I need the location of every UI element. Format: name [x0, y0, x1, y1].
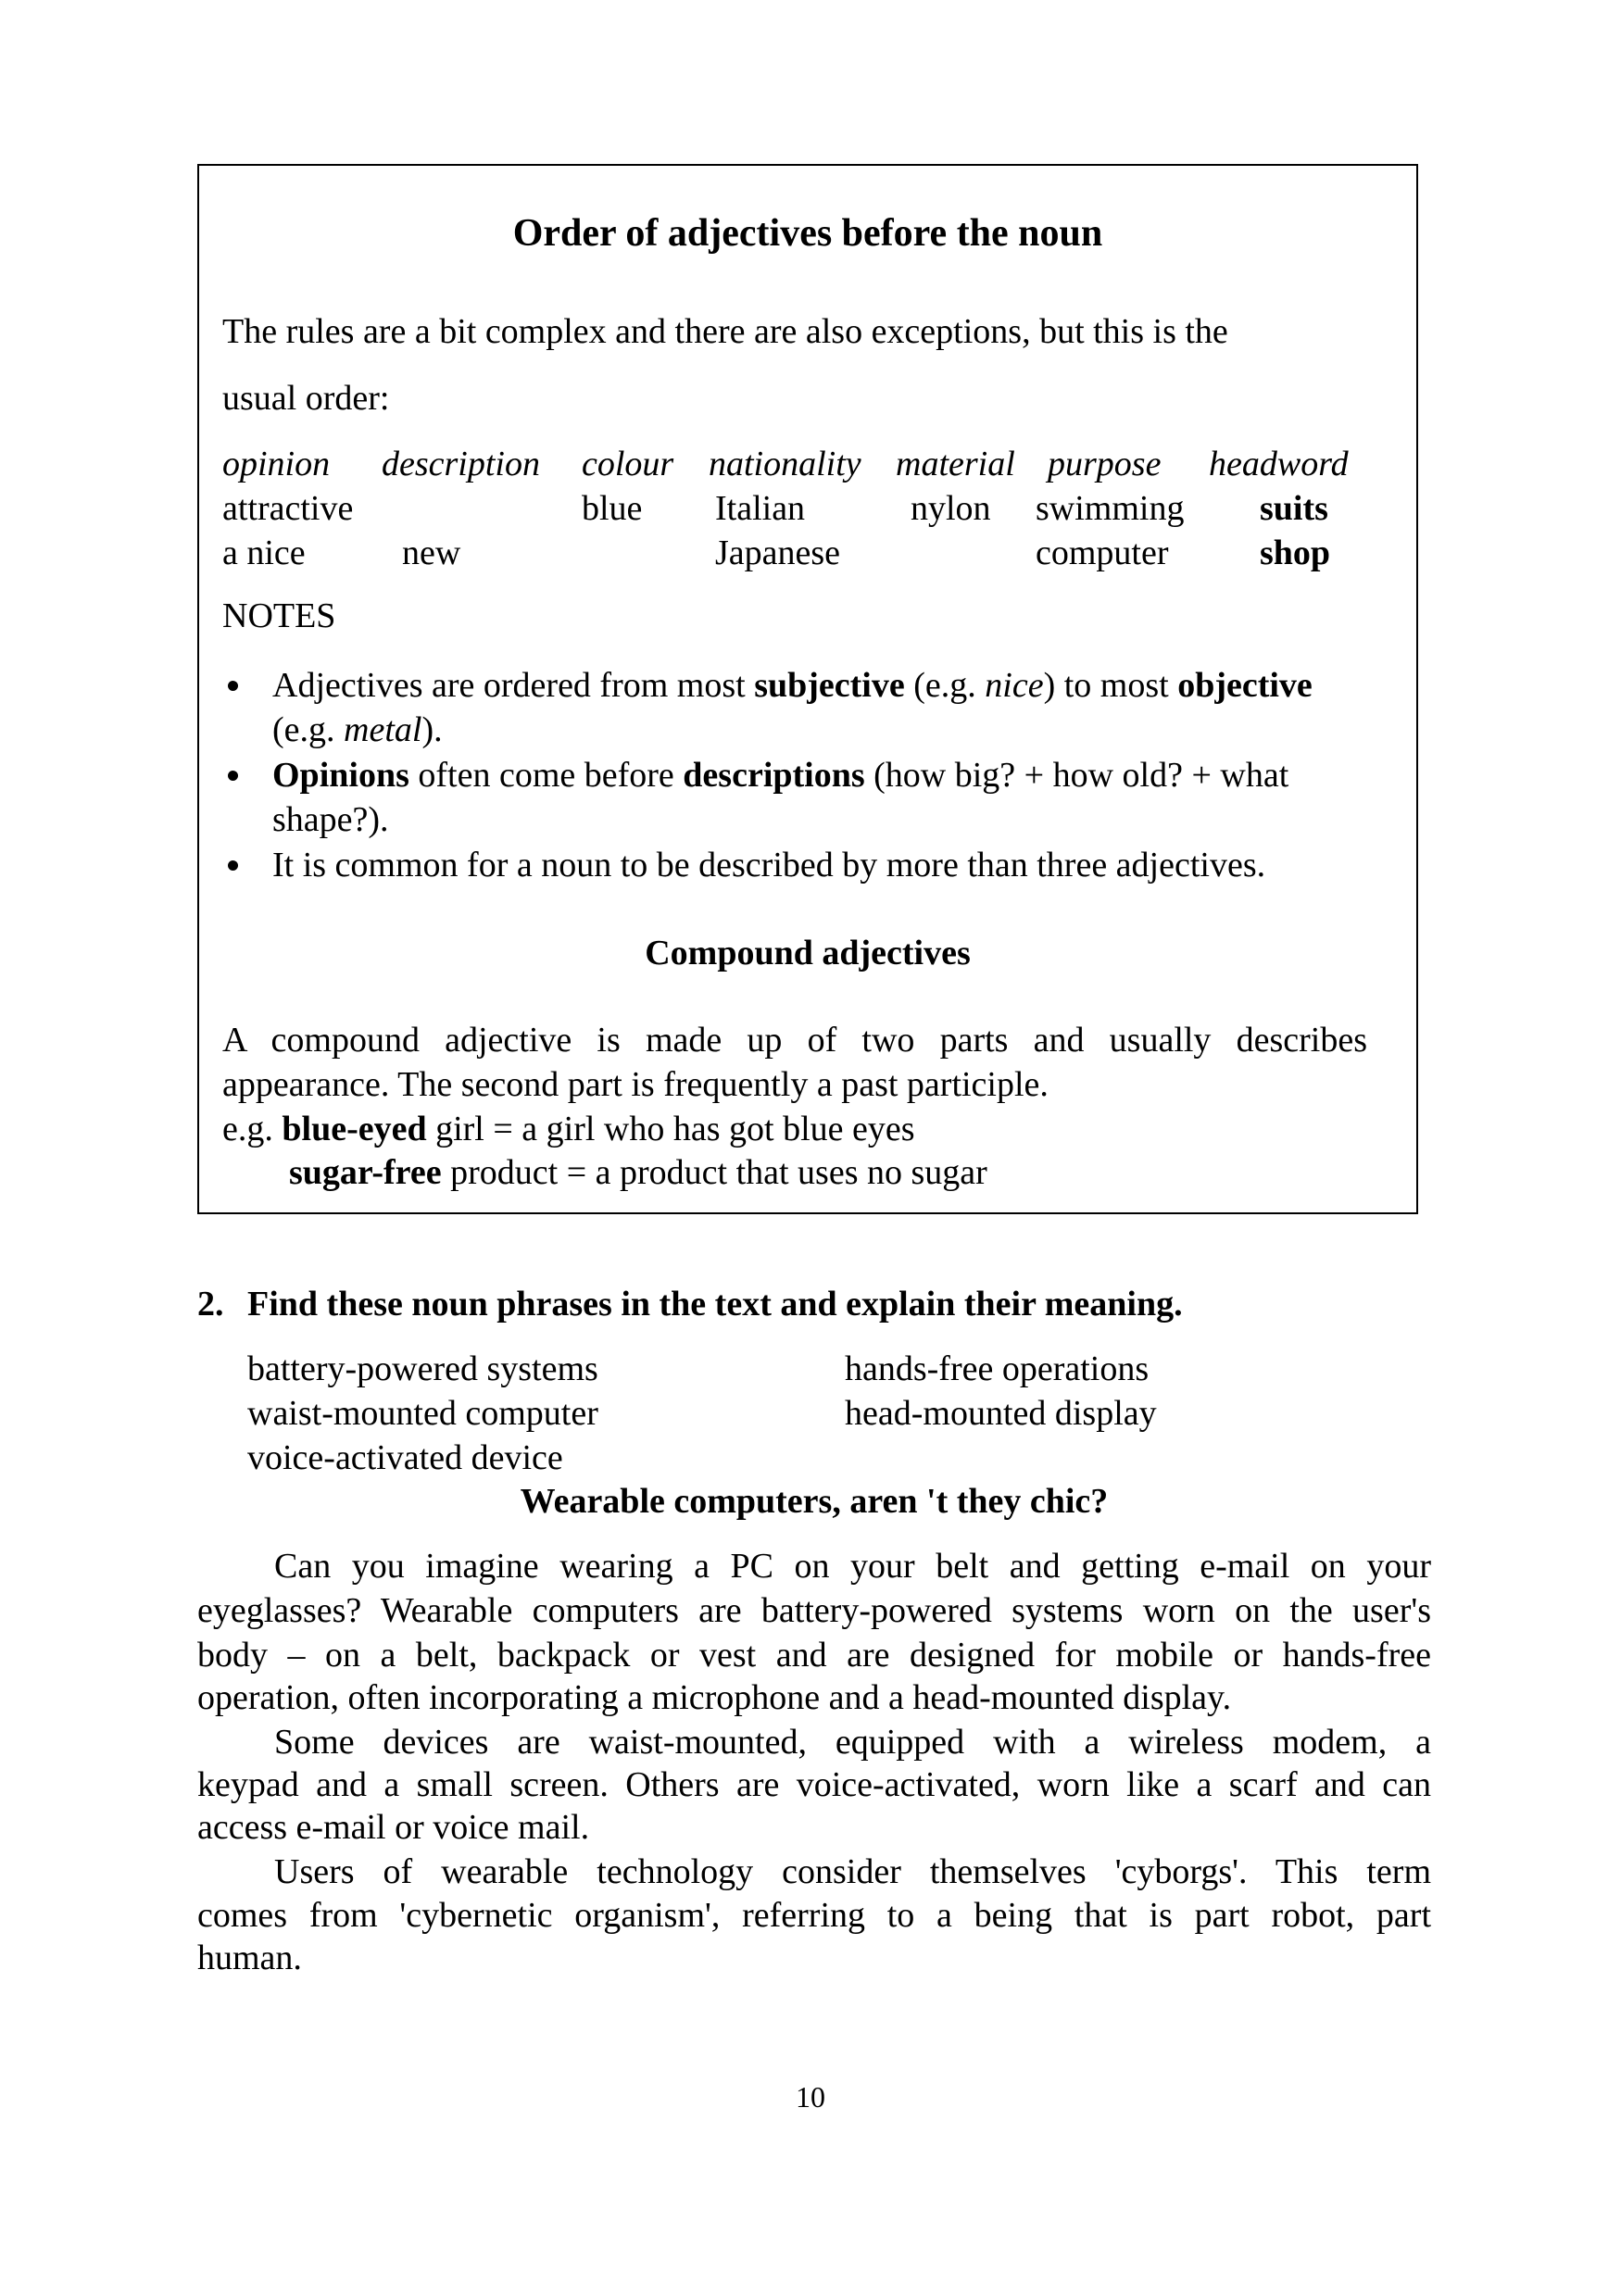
bold-text: sugar-free — [289, 1153, 442, 1192]
text-segment: (how big? + how old? + what — [864, 756, 1289, 795]
text-segment: operation, often incorporating a microphone and a head-mounted display. — [197, 1678, 1232, 1717]
bullet-icon — [228, 860, 238, 871]
compound-line — [222, 1107, 915, 1151]
table-cell: a nice — [222, 533, 306, 572]
bold-text: Opinions — [272, 756, 409, 795]
table-cell: blue — [582, 489, 643, 528]
table-cell: attractive — [222, 489, 354, 528]
table-header: nationality — [709, 445, 861, 483]
bullet-line — [272, 753, 1288, 797]
text-segment: shape?). — [272, 800, 389, 839]
bold-text: subjective — [754, 666, 905, 705]
article-title: Wearable computers, aren 't they chic? — [520, 1482, 1109, 1521]
article-line — [274, 1720, 1431, 1764]
bullet-icon — [228, 681, 238, 691]
table-cell: computer — [1036, 533, 1169, 572]
table-header: colour — [582, 445, 674, 483]
text-segment: appearance. The second part is frequently a past participle. — [222, 1065, 1049, 1104]
text-segment: product = a product that uses no sugar — [441, 1153, 987, 1192]
italic-text: metal — [344, 710, 422, 749]
italic-text: nice — [985, 666, 1044, 705]
table-cell: shop — [1260, 533, 1331, 572]
table-header: opinion — [222, 445, 331, 483]
article-line — [197, 1675, 1231, 1720]
text-segment: eyeglasses? Wearable computers are battery-powered systems worn on the user's — [197, 1591, 1431, 1630]
text-segment: body – on a belt, backpack or vest and are designed for mobile or hands-free — [197, 1636, 1431, 1675]
article-line — [197, 1633, 1431, 1677]
intro-line — [222, 309, 1228, 354]
notes-label: NOTES — [222, 596, 336, 635]
compound-line — [289, 1150, 987, 1195]
text-segment: The rules are a bit complex and there are also exceptions, but this is the — [222, 312, 1228, 351]
table-header: purpose — [1048, 445, 1162, 483]
bullet-line — [272, 663, 1313, 708]
box-title: Order of adjectives before the noun — [512, 212, 1103, 255]
table-cell: Italian — [715, 489, 806, 528]
bullet-line — [272, 708, 443, 752]
text-segment: e.g. — [222, 1110, 283, 1148]
table-cell: nylon — [911, 489, 991, 528]
page-number: 10 — [796, 2080, 825, 2114]
compound-line — [222, 1062, 1049, 1107]
text-segment: Can you imagine wearing a PC on your belt and getting e-mail on your — [274, 1547, 1431, 1586]
article-line — [197, 1805, 589, 1850]
text-segment: ). — [421, 710, 443, 749]
phrase: head-mounted display — [845, 1394, 1157, 1433]
text-segment: Users of wearable technology consider themselves 'cyborgs'. This term — [274, 1852, 1431, 1891]
article-line — [274, 1850, 1431, 1894]
compound-line — [222, 1018, 1367, 1062]
text-segment: keypad and a small screen. Others are voice-activated, worn like a scarf and can — [197, 1765, 1431, 1804]
exercise-instruction: Find these noun phrases in the text and explain their meaning. — [247, 1285, 1183, 1324]
exercise-number: 2. — [197, 1285, 224, 1324]
article-line — [197, 1588, 1431, 1633]
bold-text: descriptions — [683, 756, 865, 795]
text-segment: Some devices are waist-mounted, equipped with a wireless modem, a — [274, 1723, 1431, 1762]
intro-line — [222, 376, 389, 420]
table-header: description — [382, 445, 540, 483]
article-line — [197, 1893, 1431, 1938]
article-line — [274, 1544, 1431, 1588]
bullet-line — [272, 797, 389, 842]
article-line — [197, 1936, 302, 1980]
text-segment: A compound adjective is made up of two parts and usually describes — [222, 1021, 1367, 1060]
text-segment: ) to most — [1043, 666, 1178, 705]
phrase: battery-powered systems — [247, 1349, 598, 1388]
text-segment: girl = a girl who has got blue eyes — [426, 1110, 915, 1148]
table-cell: Japanese — [715, 533, 841, 572]
text-segment: Adjectives are ordered from most — [272, 666, 755, 705]
text-segment: It is common for a noun to be described by more than three adjectives. — [272, 846, 1266, 885]
table-cell: suits — [1260, 489, 1328, 528]
compound-title: Compound adjectives — [645, 934, 971, 972]
text-segment: usual order: — [222, 379, 390, 418]
text-segment: access e-mail or voice mail. — [197, 1808, 590, 1847]
text-segment: human. — [197, 1938, 302, 1977]
bullet-icon — [228, 771, 238, 781]
text-segment: often come before — [408, 756, 684, 795]
table-cell: new — [402, 533, 461, 572]
article-line — [197, 1763, 1431, 1807]
table-header: material — [896, 445, 1015, 483]
table-cell: swimming — [1036, 489, 1185, 528]
bold-text: objective — [1177, 666, 1313, 705]
bold-text: blue-eyed — [282, 1110, 427, 1148]
text-segment: comes from 'cybernetic organism', referring to a being that is part robot, part — [197, 1896, 1431, 1935]
text-segment: (e.g. — [904, 666, 986, 705]
table-header: headword — [1209, 445, 1349, 483]
phrase: hands-free operations — [845, 1349, 1150, 1388]
text-segment: (e.g. — [272, 710, 345, 749]
phrase: voice-activated device — [247, 1438, 563, 1477]
phrase: waist-mounted computer — [247, 1394, 598, 1433]
bullet-line — [272, 843, 1265, 887]
